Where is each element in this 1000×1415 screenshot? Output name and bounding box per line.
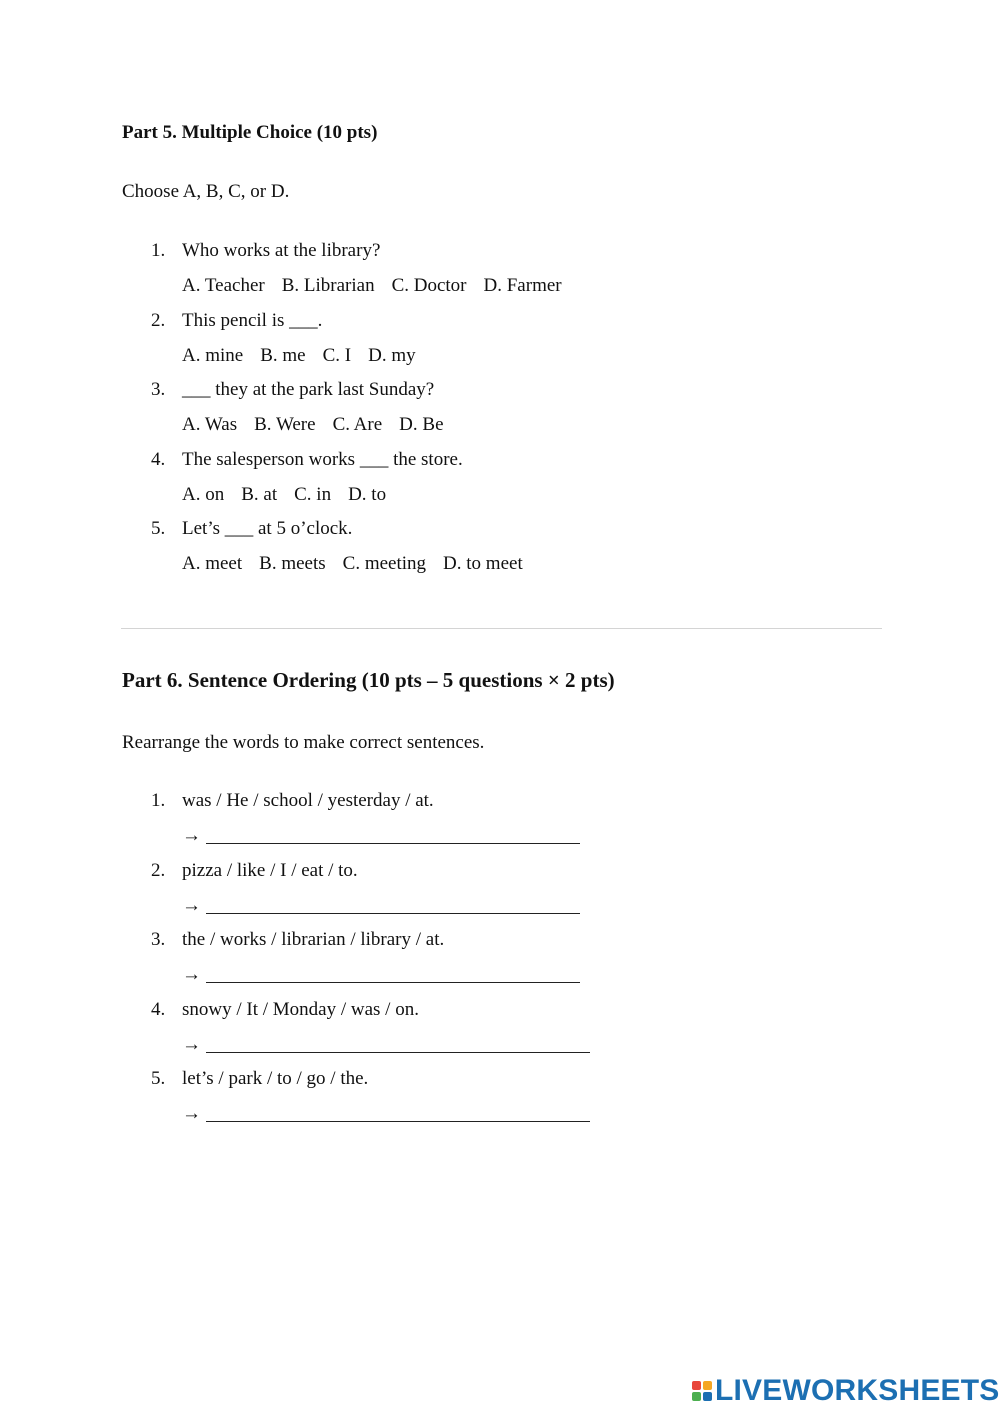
choice-row xyxy=(182,484,403,506)
question-number: 1. xyxy=(151,790,166,811)
choice-d[interactable]: D. to meet xyxy=(443,553,523,574)
question-number: 1. xyxy=(151,240,166,261)
part6-instruction: Rearrange the words to make correct sentences. xyxy=(122,732,485,753)
answer-blank[interactable] xyxy=(206,964,580,983)
choice-a[interactable]: A. mine xyxy=(182,344,244,366)
choice-row xyxy=(182,414,461,436)
question-text: ___ they at the park last Sunday? xyxy=(182,379,435,400)
question-number: 5. xyxy=(151,518,166,539)
arrow-icon: → xyxy=(182,964,201,985)
part6-title: Part 6. Sentence Ordering (10 pts – 5 questions × 2 pts) xyxy=(122,668,615,692)
arrow-icon: → xyxy=(182,894,201,916)
question-number: 4. xyxy=(151,448,166,470)
answer-row xyxy=(182,1103,590,1125)
logo-square xyxy=(703,1381,712,1390)
choice-row xyxy=(182,553,540,575)
choice-c[interactable]: C. I xyxy=(322,344,352,366)
section-divider xyxy=(121,628,882,629)
choice-c[interactable]: C. Doctor xyxy=(391,275,467,296)
choice-b[interactable]: B. meets xyxy=(259,553,326,574)
part6-question-list xyxy=(0,790,1000,1138)
mc-question xyxy=(0,449,1000,519)
ordering-question xyxy=(0,999,1000,1069)
choice-c[interactable]: C. in xyxy=(294,483,332,505)
question-text: Let’s ___ at 5 o’clock. xyxy=(182,518,353,539)
choice-d[interactable]: D. to xyxy=(348,483,387,505)
question-text: the / works / librarian / library / at. xyxy=(182,929,445,950)
ordering-question xyxy=(0,929,1000,999)
question-text: The salesperson works ___ the store. xyxy=(182,448,463,470)
question-text: snowy / It / Monday / was / on. xyxy=(182,998,419,1020)
answer-blank[interactable] xyxy=(206,825,580,844)
answer-row xyxy=(182,1034,590,1056)
logo-square xyxy=(703,1392,712,1401)
choice-b[interactable]: B. me xyxy=(260,344,306,366)
choice-b[interactable]: B. at xyxy=(241,483,278,505)
choice-d[interactable]: D. my xyxy=(368,344,416,366)
choice-a[interactable]: A. on xyxy=(182,483,225,505)
arrow-icon: → xyxy=(182,1103,201,1124)
choice-c[interactable]: C. meeting xyxy=(342,553,427,574)
ordering-question xyxy=(0,790,1000,860)
logo-square xyxy=(692,1381,701,1390)
question-number: 4. xyxy=(151,998,166,1020)
answer-blank[interactable] xyxy=(206,1034,590,1053)
question-number: 3. xyxy=(151,929,166,950)
choice-d[interactable]: D. Farmer xyxy=(483,275,562,296)
ordering-question xyxy=(0,1068,1000,1138)
choice-row xyxy=(182,345,433,367)
logo-mark-icon xyxy=(692,1381,712,1401)
choice-a[interactable]: A. Teacher xyxy=(182,275,265,296)
question-number: 5. xyxy=(151,1068,166,1089)
mc-question xyxy=(0,310,1000,380)
choice-a[interactable]: A. meet xyxy=(182,553,243,574)
answer-row xyxy=(182,964,580,986)
choice-c[interactable]: C. Are xyxy=(332,414,383,435)
part5-question-list xyxy=(0,240,1000,588)
mc-question xyxy=(0,379,1000,449)
part5-instruction: Choose A, B, C, or D. xyxy=(122,181,290,202)
answer-row xyxy=(182,825,580,847)
question-text: This pencil is ___. xyxy=(182,309,323,331)
logo-text: LIVEWORKSHEETS xyxy=(715,1374,1000,1407)
answer-blank[interactable] xyxy=(206,1103,590,1122)
mc-question xyxy=(0,240,1000,310)
answer-blank[interactable] xyxy=(206,895,580,914)
question-text: was / He / school / yesterday / at. xyxy=(182,790,434,811)
question-text: pizza / like / I / eat / to. xyxy=(182,859,358,881)
question-number: 3. xyxy=(151,379,166,400)
answer-row xyxy=(182,895,580,917)
part5-title: Part 5. Multiple Choice (10 pts) xyxy=(122,122,378,143)
choice-a[interactable]: A. Was xyxy=(182,414,238,435)
question-text: Who works at the library? xyxy=(182,240,381,261)
choice-b[interactable]: B. Were xyxy=(254,414,316,435)
choice-row xyxy=(182,275,579,297)
question-text: let’s / park / to / go / the. xyxy=(182,1068,369,1089)
mc-question xyxy=(0,518,1000,588)
logo-square xyxy=(692,1392,701,1401)
liveworksheets-logo xyxy=(692,1374,1000,1408)
choice-d[interactable]: D. Be xyxy=(399,414,444,435)
ordering-question xyxy=(0,860,1000,930)
choice-b[interactable]: B. Librarian xyxy=(281,275,375,296)
question-number: 2. xyxy=(151,309,166,331)
arrow-icon: → xyxy=(182,1033,201,1055)
arrow-icon: → xyxy=(182,825,201,846)
question-number: 2. xyxy=(151,859,166,881)
